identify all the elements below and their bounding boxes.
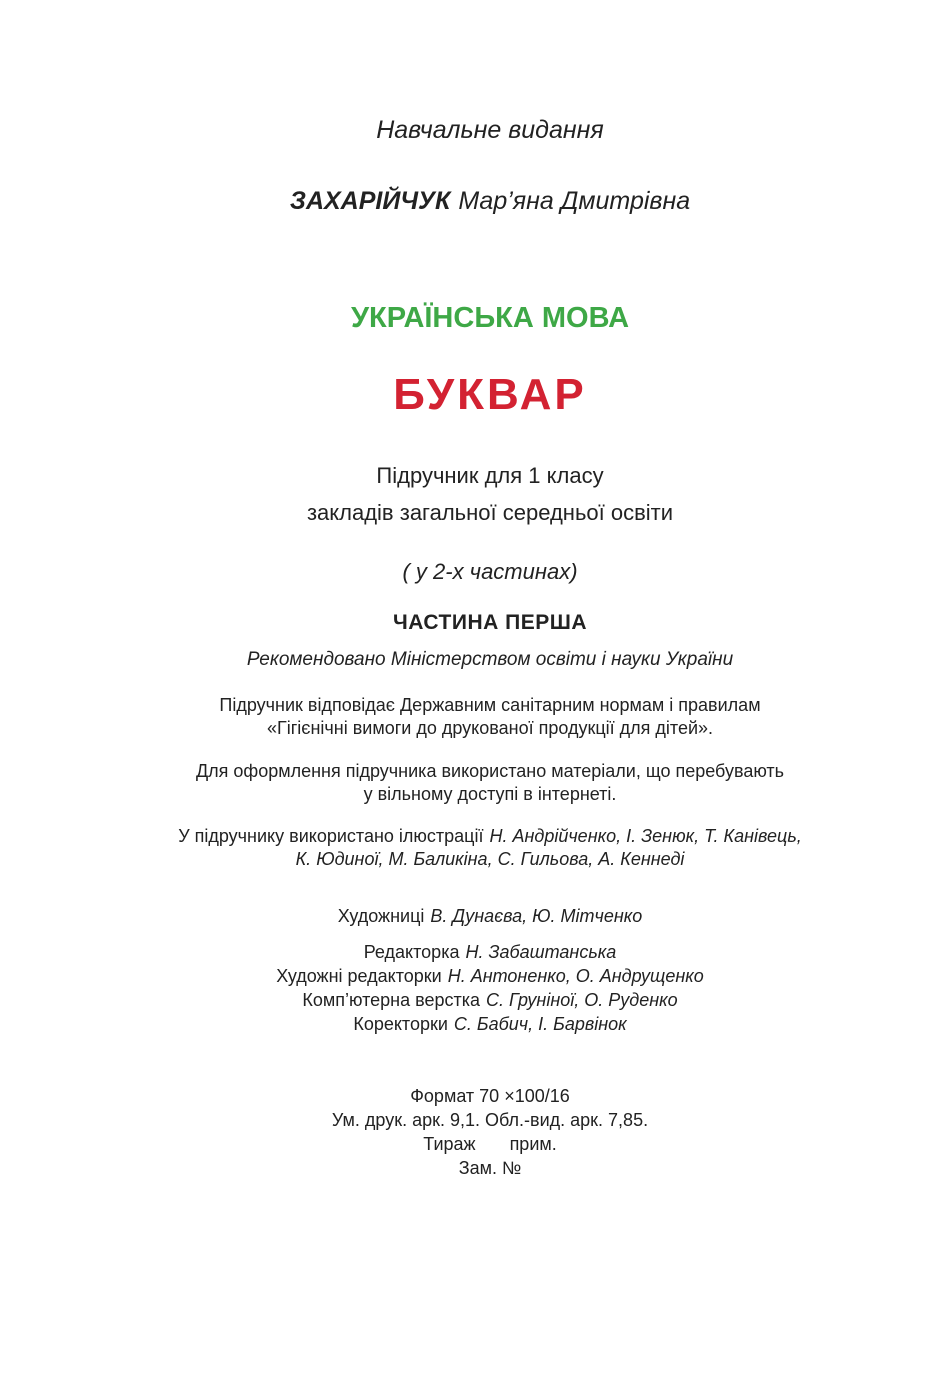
illustrators-names-2: К. Юдиної, М. Баликіна, С. Гильова, А. Кеннеді — [295, 849, 685, 869]
parts-note: ( у 2-х частинах) — [402, 559, 578, 584]
print-run-label: Тираж — [423, 1134, 476, 1154]
art-editors-label: Художні редакторки — [276, 966, 442, 986]
layout-line — [0, 990, 946, 1011]
artists-line — [0, 906, 946, 927]
format-line: Формат 70 ×100/16 — [410, 1086, 570, 1106]
subject-heading: УКРАЇНСЬКА МОВА — [350, 302, 630, 334]
proofreaders-label: Коректорки — [353, 1014, 448, 1034]
illustrators-names-1: Н. Андрійченко, І. Зенюк, Т. Канівець, — [489, 826, 802, 846]
editor-label: Редакторка — [363, 942, 460, 962]
illustrations-note-line-1 — [0, 826, 946, 847]
sanitary-note-line-2: «Гігієнічні вимоги до друкованої продукції для дітей». — [266, 718, 714, 738]
edition-type: Навчальне видання — [376, 116, 604, 144]
author-line — [0, 187, 946, 216]
order-line: Зам. № — [458, 1158, 522, 1178]
proofreaders-names: С. Бабич, І. Барвінок — [453, 1014, 627, 1034]
editor-names: Н. Забаштанська — [465, 942, 617, 962]
art-editors-names: Н. Антоненко, О. Андрущенко — [447, 966, 704, 986]
artists-label: Художниці — [337, 906, 425, 926]
sheets-line: Ум. друк. арк. 9,1. Обл.-вид. арк. 7,85. — [331, 1110, 649, 1130]
proofreaders-line — [0, 1014, 946, 1035]
art-editors-line — [0, 966, 946, 987]
sanitary-note-line-1: Підручник відповідає Державним санітарним нормам і правилам — [219, 695, 761, 715]
author-surname: ЗАХАРІЙЧУК — [289, 187, 451, 215]
book-title: БУКВАР — [393, 370, 587, 419]
print-run-unit: прим. — [509, 1134, 557, 1154]
recommendation-note: Рекомендовано Міністерством освіти і науки України — [246, 649, 734, 670]
artists-names: В. Дунаєва, Ю. Мітченко — [430, 906, 643, 926]
subtitle-line-2: закладів загальної середньої освіти — [306, 500, 674, 525]
materials-note-line-2: у вільному доступі в інтернеті. — [363, 784, 617, 804]
materials-note-line-1: Для оформлення підручника використано матеріали, що перебувають — [195, 761, 785, 781]
editor-line — [0, 942, 946, 963]
subtitle-line-1: Підручник для 1 класу — [376, 463, 604, 488]
part-label: ЧАСТИНА ПЕРША — [392, 611, 587, 634]
print-run-line — [0, 1134, 946, 1155]
layout-label: Комп’ютерна верстка — [302, 990, 481, 1010]
author-given-name: Мар’яна Дмитрівна — [458, 187, 691, 215]
illustrations-label: У підручнику використано ілюстрації — [178, 826, 484, 846]
layout-names: С. Груніної, О. Руденко — [486, 990, 678, 1010]
